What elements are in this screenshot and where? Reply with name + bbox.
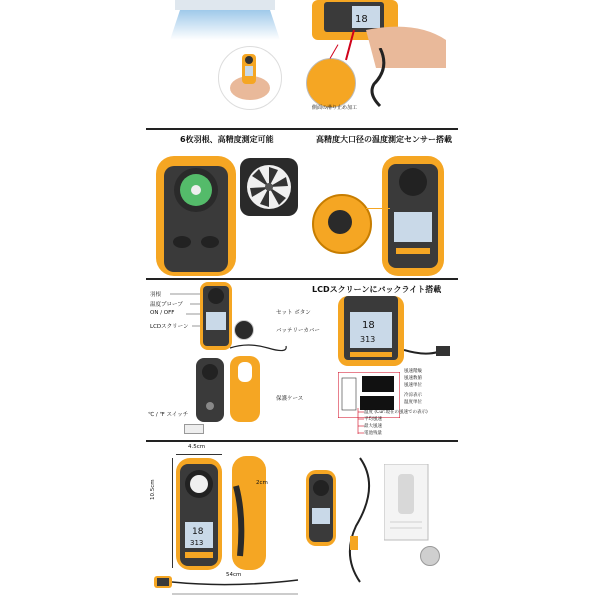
section-top <box>0 0 600 128</box>
grip-caption: 側面の滑り止め加工 <box>312 105 358 111</box>
wrist-cord-image <box>228 340 288 354</box>
device-back-image <box>196 358 224 422</box>
lcd-label-temp-unit: 温度単位 <box>404 400 422 405</box>
package-box-image <box>384 464 444 544</box>
label-battery-cover: バッテリーカバー <box>276 328 320 334</box>
coin-battery-image <box>420 546 440 566</box>
dim-reading-bottom: 313 <box>190 539 204 547</box>
device-lcd-closeup-image <box>338 296 404 366</box>
heading-temp-sensor: 高精度大口径の温度測定センサー搭載 <box>316 135 452 144</box>
dim-height-label: 10.5cm <box>150 479 156 500</box>
device-sensor-view-image <box>382 156 444 276</box>
dim-width-line <box>176 454 222 455</box>
label-temp-probe: 温度プローブ <box>150 302 183 308</box>
protective-case-image <box>230 356 260 422</box>
label-set-button: セット ボタン <box>276 310 311 316</box>
lcd-label-avg-wind: 平均風速 <box>364 417 382 422</box>
section-parts <box>0 280 600 440</box>
dim-width-label: 4.5cm <box>188 444 206 450</box>
hand-with-device-image <box>220 48 280 108</box>
grip-closeup-circle <box>306 58 356 108</box>
dim-height-line <box>172 458 173 568</box>
heading-lcd-backlight: LCDスクリーンにバックライト搭載 <box>312 285 442 294</box>
label-temp-switch: ℃ / ℉ スイッチ <box>148 412 189 418</box>
lcd-label-battery: 電池残量 <box>364 431 382 436</box>
device-with-lanyard-image <box>300 456 390 586</box>
lcd-leader-lines <box>356 408 366 436</box>
device-side-dim-image <box>232 456 266 570</box>
svg-text:18: 18 <box>355 14 368 25</box>
lcd-label-max-wind: 最大風速 <box>364 424 382 429</box>
sensor-closeup-inner <box>328 210 352 234</box>
device-fan-view-image <box>156 156 236 276</box>
label-protective-case: 保護ケース <box>276 396 304 402</box>
device-front-dim-image <box>176 458 222 570</box>
lcd-label-wind-level: 風速階級 <box>404 369 422 374</box>
label-blades: 羽根 <box>150 292 162 298</box>
lcd-label-wind-value: 風速数値 <box>404 376 422 381</box>
label-on-off: ON / OFF <box>150 310 175 316</box>
section-features <box>0 130 600 278</box>
device-reading-bottom: 313 <box>360 335 376 344</box>
switch-closeup <box>184 424 204 434</box>
heading-fan-blades: 6枚羽根、高精度測定可能 <box>180 135 274 144</box>
label-lcd-screen: LCDスクリーン <box>150 324 189 330</box>
lcd-label-wind-unit: 風速単位 <box>404 383 422 388</box>
section-dimensions <box>0 442 600 600</box>
lcd-label-temp-cur: 温度 (Cur:現在の風速での表示) <box>364 410 428 415</box>
lcd-label-cooling: 冷涼表示 <box>404 393 422 398</box>
device-reading-top: 18 <box>362 320 375 331</box>
lanyard-image <box>360 48 400 108</box>
usb-cord-image <box>404 344 454 364</box>
battery-cover-circle <box>234 320 254 340</box>
dim-depth-label: 2cm <box>256 480 268 486</box>
dim-reading-top: 18 <box>192 527 204 537</box>
sensor-pointer-line <box>366 208 390 209</box>
dim-strap-label: 54cm <box>226 572 242 578</box>
air-vent-image <box>170 0 280 40</box>
fan-blade-closeup-image <box>240 158 298 216</box>
